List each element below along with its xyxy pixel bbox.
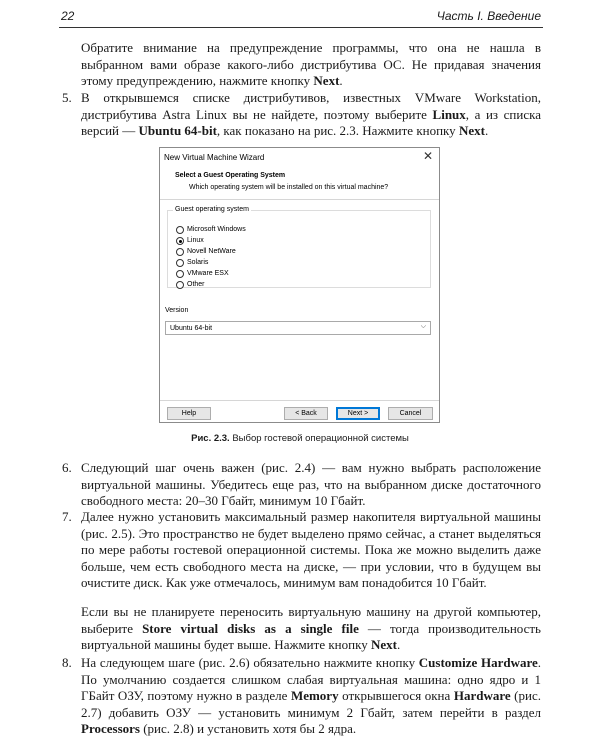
list-item-5: 5. В открывшемся списке дистрибутивов, известных VMware Workstation, дистрибутива Astra Linux вы не найдете, поэтому выберите Linux, а из списка версий — Ubuntu 64-bit, как показано на рис. 2.3. Нажмите кнопку Next. xyxy=(62,90,541,138)
cancel-button[interactable]: Cancel xyxy=(388,407,433,420)
caption-label: Рис. 2.3. xyxy=(191,433,230,444)
list-number: 7. xyxy=(62,509,72,524)
version-label: Version xyxy=(165,307,189,314)
version-select[interactable] xyxy=(165,321,431,335)
list-item-8: 8. На следующем шаге (рис. 2.6) обязательно нажмите кнопку Customize Hardware. По умолчанию создается слишком слабая виртуальная машина: одно ядро и 1 ГБайт ОЗУ, поэтому нужно в разделе Memory открывшегося окна Hardware (рис. 2.7) добавить ОЗУ — установить минимум 2 Гбайт, затем перейти в раздел Processors (рис. 2.8) и установить хотя бы 2 ядра. xyxy=(62,655,542,736)
dialog-title: New Virtual Machine Wizard xyxy=(164,153,265,162)
dialog-titlebar xyxy=(160,148,439,166)
radio-button[interactable] xyxy=(176,226,184,234)
radio-button[interactable] xyxy=(176,248,184,256)
divider xyxy=(160,400,439,401)
guest-os-group: Guest operating system Microsoft Windows Linux Novell NetWare Solaris VMware ESX Other xyxy=(167,210,431,288)
list-number: 8. xyxy=(62,655,72,670)
figure-caption: Рис. 2.3. Выбор гостевой операционной системы xyxy=(191,433,409,444)
back-button[interactable]: < Back xyxy=(284,407,328,420)
radio-button[interactable] xyxy=(176,281,184,289)
close-icon[interactable]: ✕ xyxy=(422,149,433,163)
radio-button[interactable] xyxy=(176,270,184,278)
intro-paragraph: Обратите внимание на предупреждение программы, что она не нашла в выбранном вами образе какого-либо дистрибутива ОС. Не придавая значения этому предупреждению, нажмите кнопку Next. xyxy=(81,40,541,88)
help-button[interactable]: Help xyxy=(167,407,211,420)
running-title: Часть I. Введение xyxy=(436,9,541,23)
new-vm-wizard-dialog xyxy=(159,147,440,423)
radio-button-selected[interactable] xyxy=(176,237,184,245)
list-number: 5. xyxy=(62,90,72,105)
page-header xyxy=(59,7,543,28)
paragraph-store-disks: Если вы не планируете переносить виртуальную машину на другой компьютер, выберите Store virtual disks as a single file — тогда производительность виртуальной машины будет выше. Нажмите кнопку Next. xyxy=(81,604,541,652)
dialog-subheading: Which operating system will be installed on this virtual machine? xyxy=(189,184,389,191)
page-number: 22 xyxy=(61,9,75,23)
list-number: 6. xyxy=(62,460,72,475)
chevron-down-icon: ⌵ xyxy=(420,323,426,330)
next-button[interactable]: Next > xyxy=(336,407,380,420)
list-item-7: 7. Далее нужно установить максимальный размер накопителя виртуальной машины (рис. 2.5). Это пространство не будет выделено прямо сейчас, а станет выделяться по мере работы гостевой операционной системы. Пока же можно выделить даже больше, чем есть свободного места на диске, — при условии, что в будущем вы очистите диск. Как уже отмечалось, минимум вам понадобится 10 Гбайт. xyxy=(62,509,541,590)
radio-button[interactable] xyxy=(176,259,184,267)
dialog-heading: Select a Guest Operating System xyxy=(175,172,286,179)
list-item-6: 6. Следующий шаг очень важен (рис. 2.4) — вам нужно выбрать расположение виртуальной машины. Убедитесь еще раз, что на выбранном диске достаточного свободного места: 20–30 Гбайт, минимум 10 Гбайт. xyxy=(62,460,541,508)
divider xyxy=(160,199,439,200)
group-label: Guest operating system xyxy=(175,206,249,213)
version-selected-value: Ubuntu 64-bit xyxy=(170,325,213,332)
